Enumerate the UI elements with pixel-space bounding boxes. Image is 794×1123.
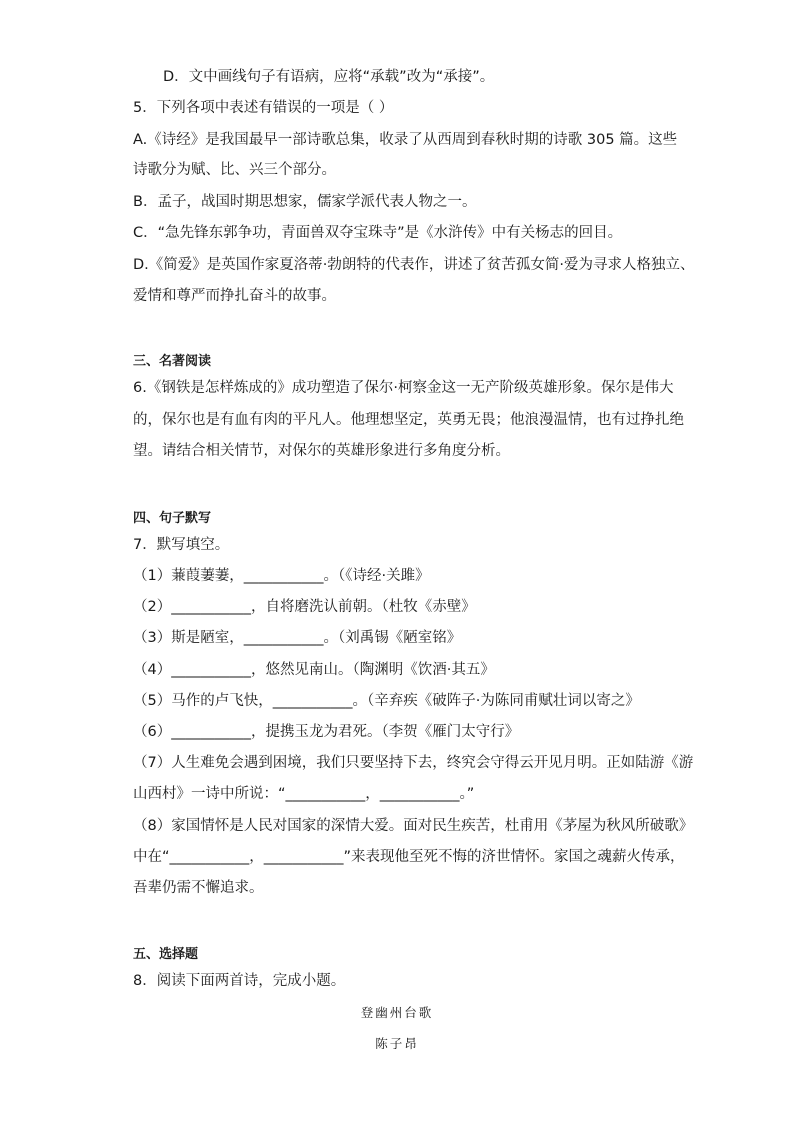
q7-stem: 7．默写填空。 (133, 537, 230, 553)
q6-line3: 望。请结合相关情节，对保尔的英雄形象进行多角度分析。 (133, 443, 510, 459)
q6-line2: 的，保尔也是有血有肉的平凡人。他理想坚定，英勇无畏；他浪漫温情，也有过挣扎绝 (133, 412, 684, 428)
q7-item1: （1）蒹葭萋萋，___________。（《诗经·关雎》 (133, 568, 430, 584)
q7-item4: （4）___________，悠然见南山。（陶渊明《饮酒·其五》 (133, 662, 495, 678)
q6-line1: 6.《钢铁是怎样炼成的》成功塑造了保尔·柯察金这一无产阶级英雄形象。保尔是伟大 (133, 380, 674, 396)
section5-heading: 五、选择题 (133, 947, 199, 962)
q7-item8-line3: 吾辈仍需不懈追求。 (133, 880, 264, 896)
q8-stem: 8．阅读下面两首诗，完成小题。 (133, 973, 346, 989)
q5-option-d-line1: D.《简爱》是英国作家夏洛蒂·勃朗特的代表作，讲述了贫苦孤女简·爱为寻求人格独立、 (133, 257, 695, 273)
q7-item5: （5）马作的卢飞快，___________。（辛弃疾《破阵子·为陈同甫赋壮词以寄之》 (133, 693, 640, 709)
poem-author: 陈子昂 (375, 1036, 419, 1051)
q7-item6: （6）___________，提携玉龙为君死。（李贺《雁门太守行》 (133, 724, 520, 740)
q5-option-a-line1: A.《诗经》是我国最早一部诗歌总集，收录了从西周到春秋时期的诗歌 305 篇。这些 (133, 132, 678, 148)
q7-item8-line1: （8）家国情怀是人民对国家的深情大爱。面对民生疾苦，杜甫用《茅屋为秋风所破歌》 (133, 818, 694, 834)
q5-stem: 5．下列各项中表述有错误的一项是（ ） (133, 100, 394, 116)
poem-title: 登幽州台歌 (360, 1005, 434, 1020)
q7-item3: （3）斯是陋室，___________。（刘禹锡《陋室铭》 (133, 630, 462, 646)
q7-item7-line2: 山西村》一诗中所说：“___________，___________。” (133, 786, 475, 802)
section3-heading: 三、名著阅读 (133, 354, 212, 369)
q7-item8-line2: 中在“___________，___________”来表现他至死不悔的济世情怀。家国之魂薪火传承， (133, 849, 685, 865)
q5-option-a-line2: 诗歌分为赋、比、兴三个部分。 (133, 162, 336, 178)
q7-item2: （2）___________，自将磨洗认前朝。（杜牧《赤壁》 (133, 599, 476, 615)
q5-option-d-line2: 爱情和尊严而挣扎奋斗的故事。 (133, 288, 336, 304)
q5-option-c: C．“急先锋东郭争功，青面兽双夺宝珠寺”是《水浒传》中有关杨志的回目。 (133, 225, 623, 241)
q5-option-b: B．孟子，战国时期思想家，儒家学派代表人物之一。 (133, 194, 477, 210)
q7-item7-line1: （7）人生难免会遇到困境，我们只要坚持下去，终究会守得云开见月明。正如陆游《游 (133, 755, 694, 771)
section4-heading: 四、句子默写 (133, 511, 212, 526)
q4-option-d: D．文中画线句子有语病，应将“承载”改为“承接”。 (163, 69, 495, 85)
